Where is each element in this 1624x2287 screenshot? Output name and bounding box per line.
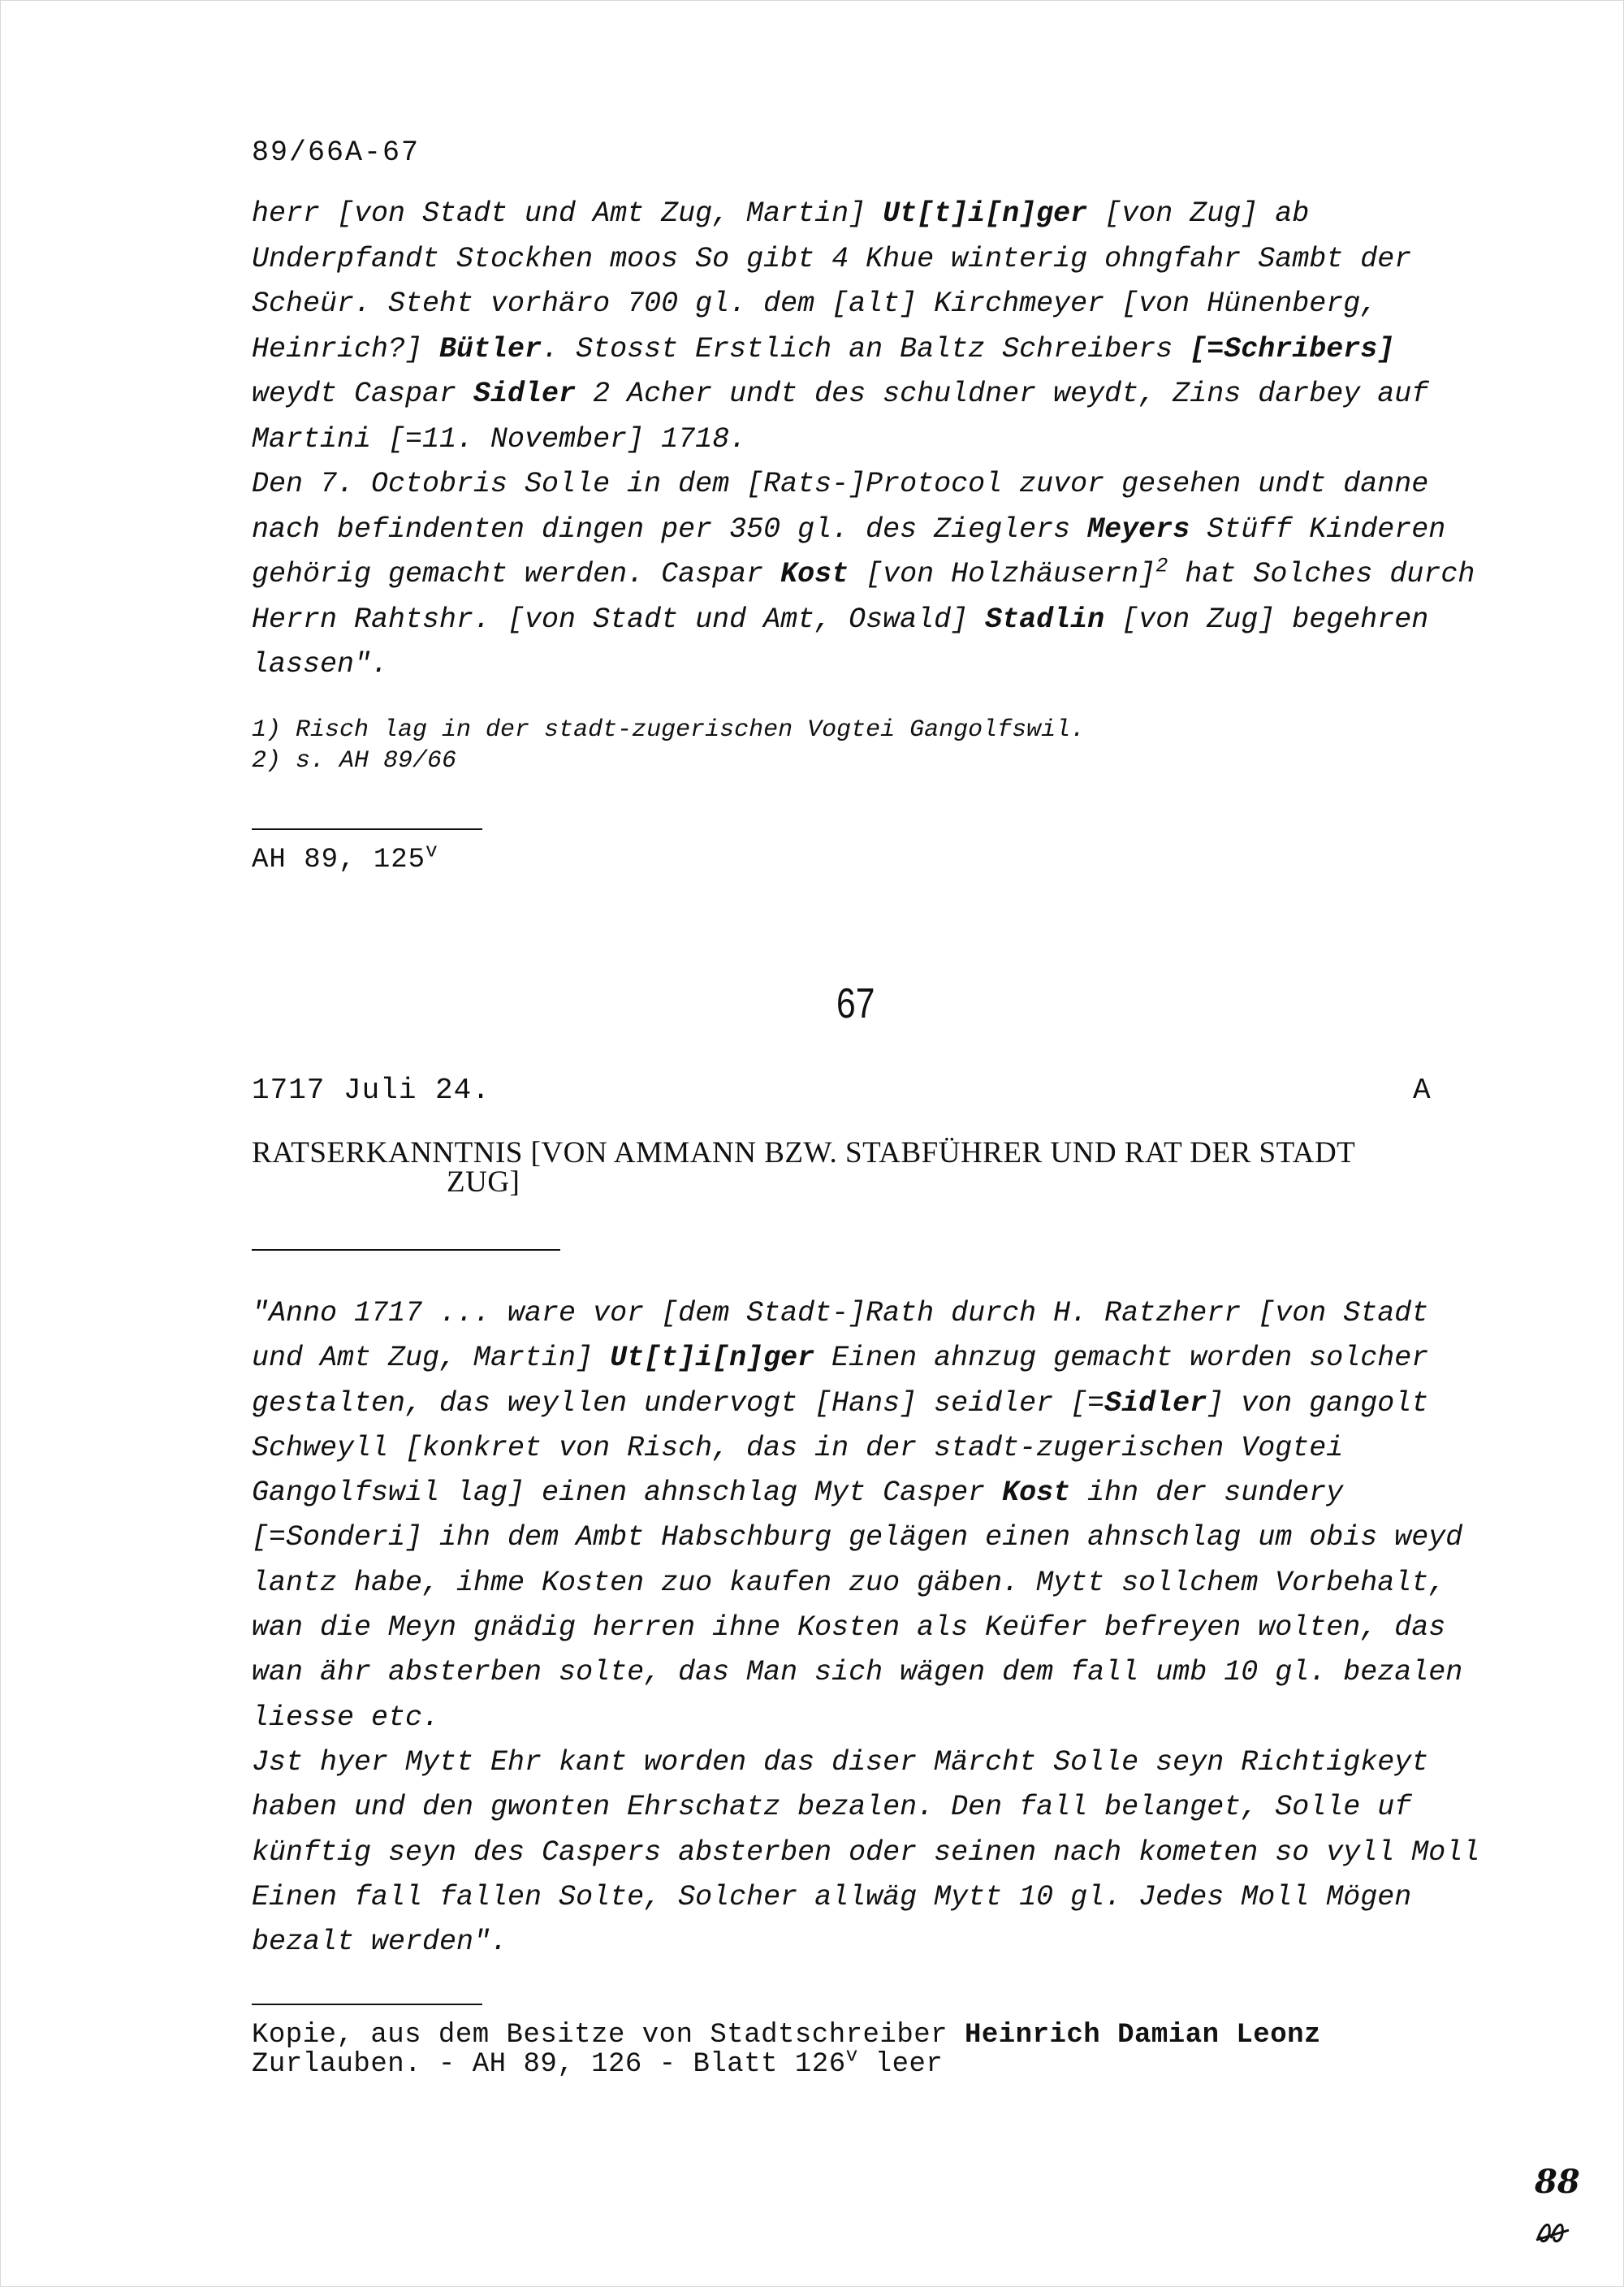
footnote-1: 1) Risch lag in der stadt-zugerischen Vogtei Gangolfswil. <box>252 716 1086 744</box>
document-title <box>252 1136 1437 1199</box>
name-stadlin: Stadlin <box>985 603 1105 636</box>
entry-67-body <box>252 1291 1494 1965</box>
title-line-2: ZUG] <box>447 1165 520 1199</box>
name-kost: Kost <box>1002 1476 1071 1510</box>
text-run: herr [von Stadt und Amt Zug, Martin] <box>252 197 883 230</box>
text-run: Zurlauben. - AH 89, 126 - Blatt 126 <box>252 2049 846 2080</box>
name-meyers: Meyers <box>1087 512 1190 546</box>
text-run: [von Zug] begehren lassen". <box>252 603 1429 681</box>
text-run: ihn der sundery [=Sonderi] ihn dem Ambt Habschburg gelägen einen ahnschlag um obis weyd lantz habe, ihme Kosten zuo kaufen zuo gäben. Mytt sollchem Vorbehalt, wan die Meyn gnädig herren ihne Kosten als Keüfer befreyen wolten, das wan ähr absterben solte, das Man sich wägen dem fall umb 10 gl. bezalen liesse etc. <box>252 1476 1463 1734</box>
text-run: ] von gangolt Schweyll [konkret von Risch, das in der stadt-zugerischen Vogtei Gangolfswil lag] einen ahnschlag Myt Casper <box>252 1386 1429 1510</box>
footnote-marker: 2 <box>1155 554 1168 578</box>
text-run: Den 7. Octobris Solle in dem [Rats-]Protocol zuvor gesehen undt danne nach befindenten dingen per 350 gl. des Zieglers <box>252 468 1429 546</box>
source-text: AH 89, 125 <box>252 845 426 875</box>
entry-66-paragraph <box>252 192 1494 688</box>
text-run: hat Solches durch Herrn Rahtshr. [von Stadt und Amt, Oswald] <box>252 558 1475 636</box>
divider <box>252 2004 482 2005</box>
text-run: [von Holzhäusern] <box>849 558 1156 590</box>
text-run: "Anno 1717 ... ware vor [dem Stadt-]Rath durch H. Ratzherr [von Stadt und Amt Zug, Martin] <box>252 1297 1429 1375</box>
page-number-88: 88 <box>1535 2163 1580 2201</box>
document-date: 1717 Juli 24. <box>252 1074 490 1107</box>
page-reference: 89/66A-67 <box>252 136 421 169</box>
sup-v: v <box>845 2045 858 2068</box>
text-run: weydt Caspar <box>252 378 474 410</box>
document-number: 67 <box>836 980 875 1027</box>
name-uttinger: Ut[t]i[n]ger <box>883 197 1088 230</box>
divider <box>252 1249 560 1251</box>
text-run: Einen ahnzug gemacht worden solcher gestalten, das weyllen undervogt [Hans] seidler [= <box>252 1342 1429 1420</box>
text-run: 2 Acher undt des schuldner weydt, Zins darbey auf Martini [=11. November] 1718. <box>252 378 1429 456</box>
name-sidler: Sidler <box>473 378 577 410</box>
name-zurlauben: Heinrich Damian Leonz <box>964 2020 1321 2051</box>
name-butler: Bütler <box>439 332 542 365</box>
handwritten-mark <box>1536 2224 1569 2241</box>
name-uttinger: Ut[t]i[n]ger <box>610 1342 815 1375</box>
document-letter: A <box>1413 1074 1431 1107</box>
name-kost: Kost <box>780 558 849 590</box>
text-run: . Stosst Erstlich an Baltz Schreibers <box>542 332 1190 365</box>
handwritten-page-number <box>1533 2159 1582 2248</box>
footnotes <box>252 715 1494 776</box>
source-note <box>252 2021 1494 2079</box>
footnote-2: 2) s. AH 89/66 <box>252 747 457 775</box>
source-sup: v <box>425 841 438 863</box>
name-schribers: [=Schribers] <box>1190 332 1395 365</box>
text-run: leer <box>857 2049 944 2080</box>
text-run: [von Zug] ab Underpfandt Stockhen moos So gibt 4 Khue winterig ohngfahr Sambt der Scheür. Steht vorhäro 700 gl. dem [alt] Kirchmeyer [von Hünenberg, Heinrich?] <box>252 197 1412 365</box>
text-run: Stüff Kinderen gehörig gemacht werden. Caspar <box>252 512 1446 590</box>
name-sidler: Sidler <box>1104 1386 1207 1420</box>
source-reference <box>252 841 1494 875</box>
text-run: Kopie, aus dem Besitze von Stadtschreiber <box>252 2020 965 2051</box>
text-run: Jst hyer Mytt Ehr kant worden das diser Märcht Solle seyn Richtigkeyt haben und den gwonten Ehrschatz bezalen. Den fall belanget, Solle uf künftig seyn des Caspers absterben oder seinen nach kometen so vyll Moll Einen fall fallen Solte, Solcher allwäg Mytt 10 gl. Jedes Moll Mögen bezalt werden". <box>252 1745 1480 1959</box>
divider <box>252 828 482 830</box>
title-line-1: RATSERKANNTNIS [VON AMMANN BZW. STABFÜHRER UND RAT DER STADT <box>252 1136 1356 1169</box>
